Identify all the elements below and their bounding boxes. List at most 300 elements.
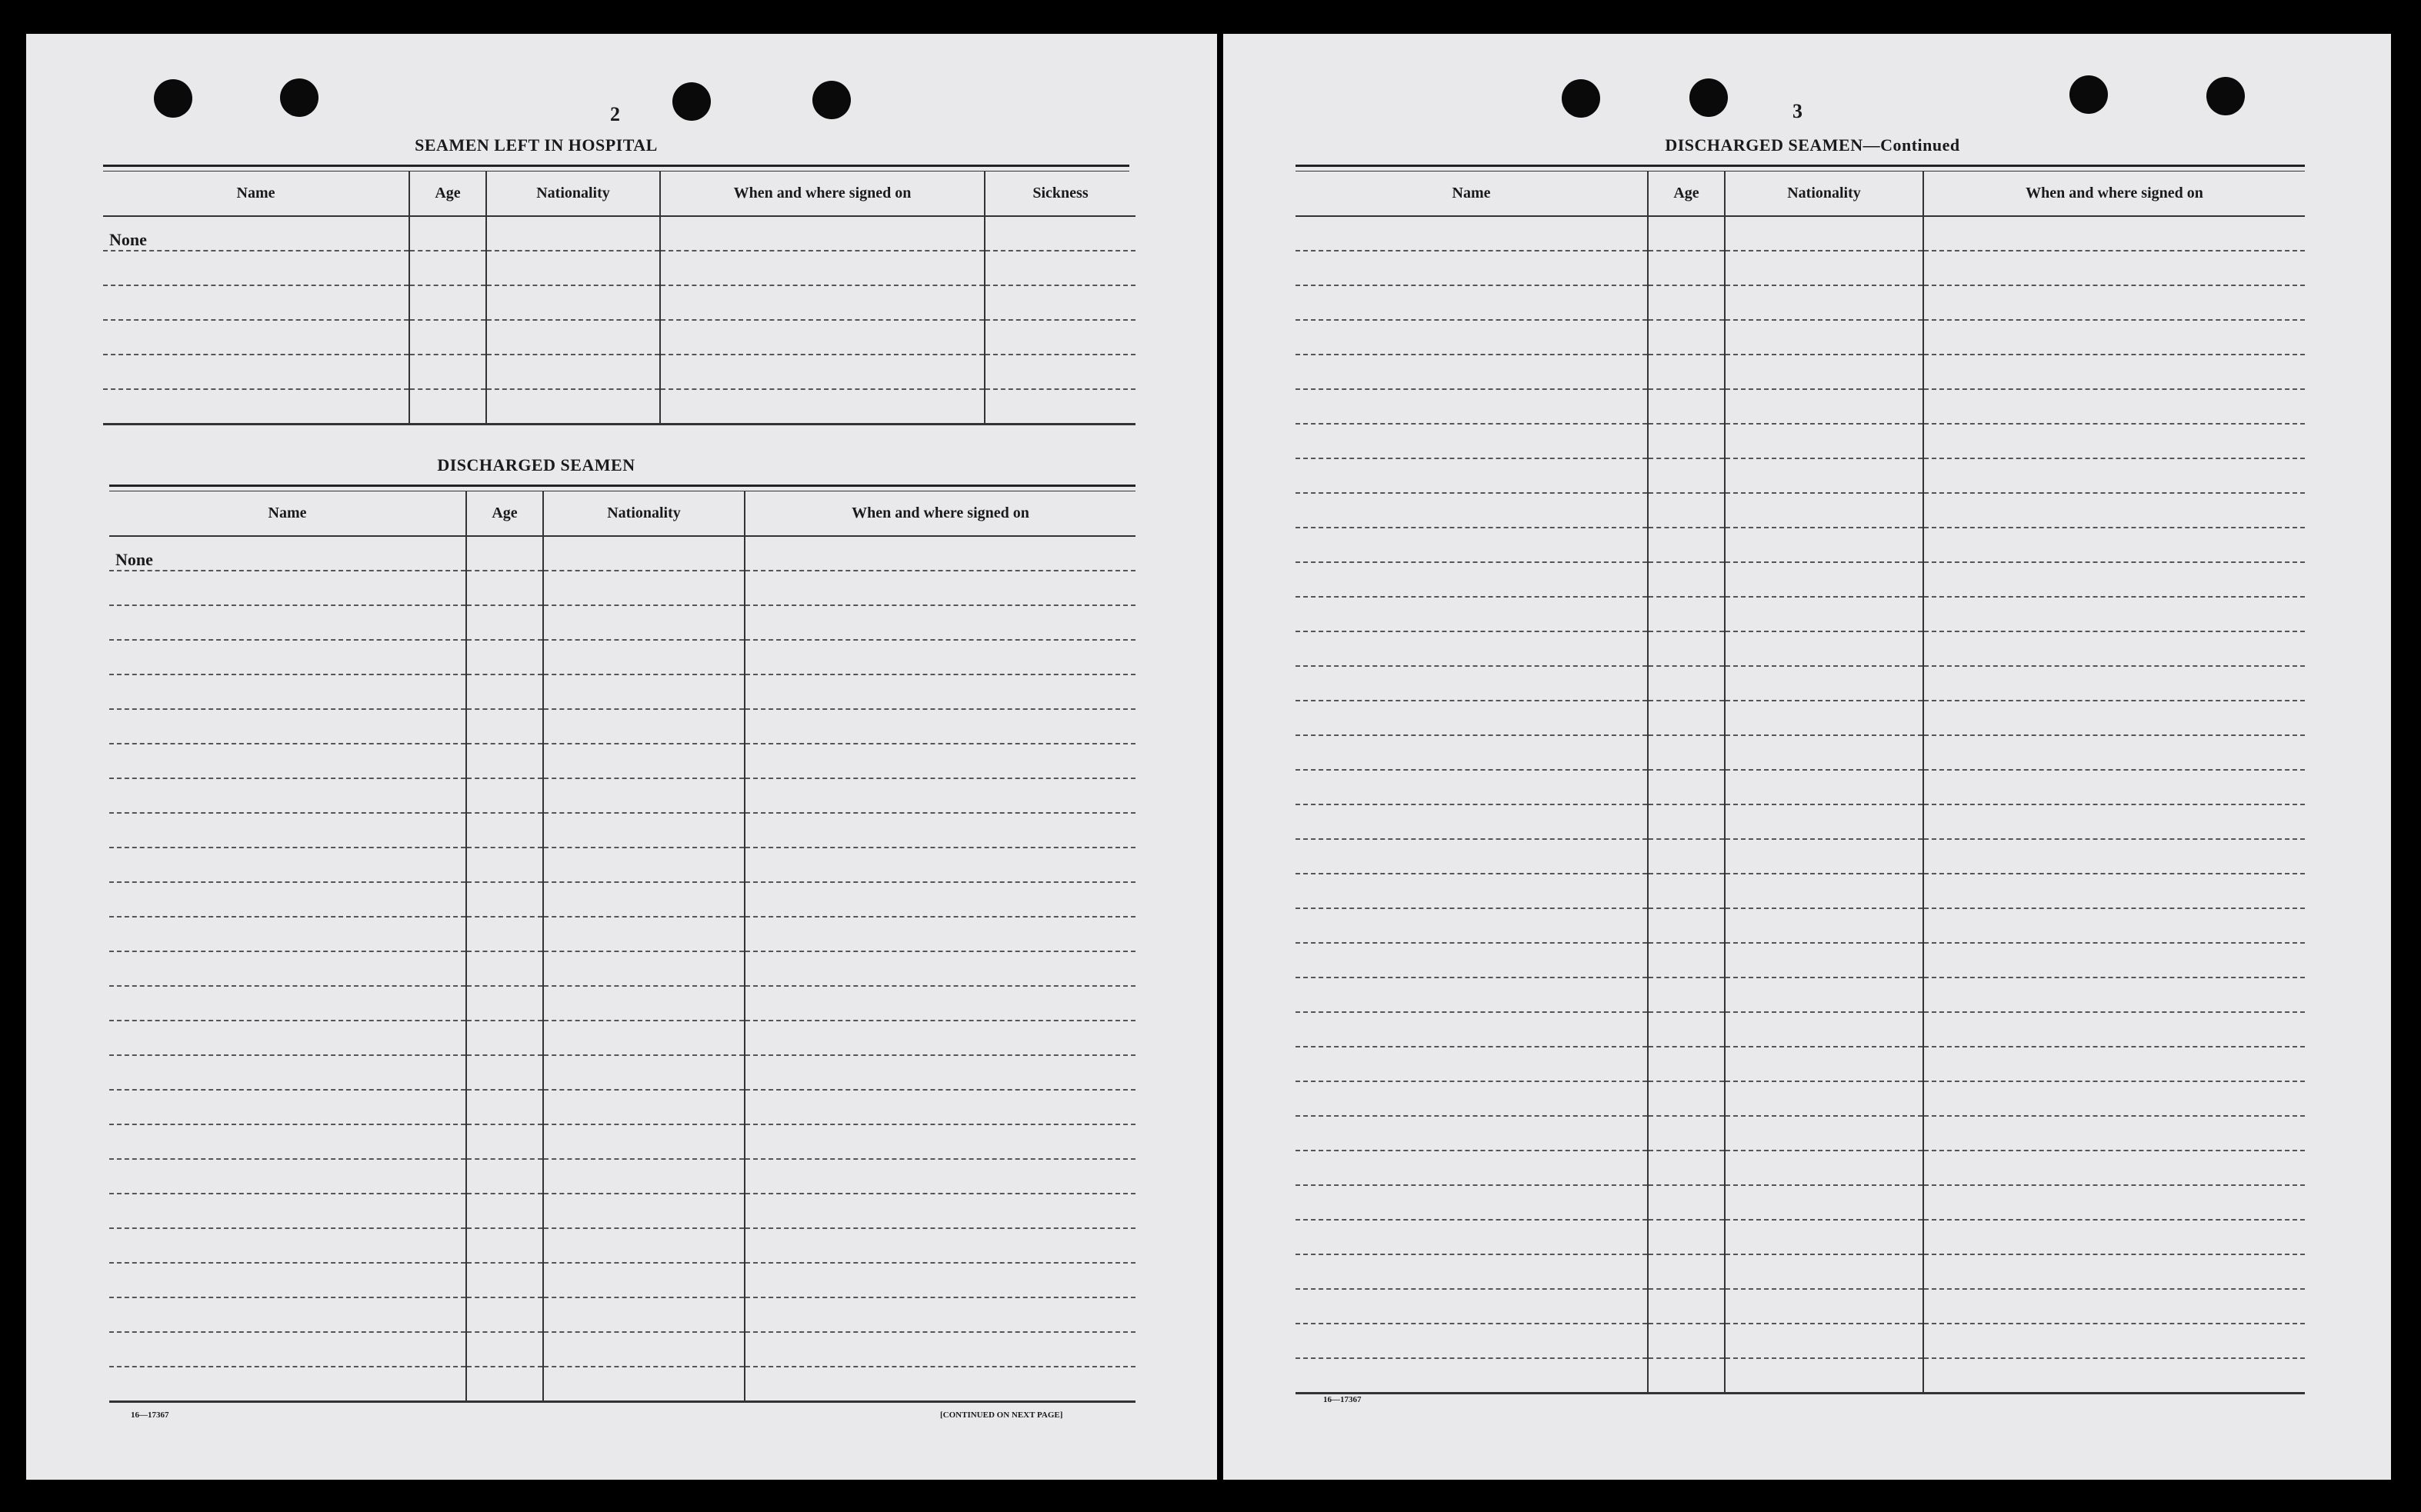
table-cell[interactable] xyxy=(1296,770,1648,804)
table-cell[interactable] xyxy=(543,605,745,640)
table-cell[interactable] xyxy=(1923,908,2305,943)
table-row xyxy=(1296,597,2305,631)
table-cell[interactable] xyxy=(1648,1220,1725,1254)
table-cell[interactable] xyxy=(1725,943,1923,977)
table-cell[interactable] xyxy=(1923,1151,2305,1185)
table-cell[interactable] xyxy=(1725,701,1923,735)
table-cell[interactable] xyxy=(109,1367,466,1402)
table-cell[interactable] xyxy=(745,640,1135,674)
table-cell[interactable] xyxy=(1725,424,1923,458)
table-cell[interactable] xyxy=(109,1297,466,1332)
table-cell[interactable] xyxy=(1923,666,2305,701)
table-cell[interactable] xyxy=(1923,1324,2305,1358)
table-row xyxy=(1296,1185,2305,1220)
table-cell[interactable] xyxy=(109,709,466,744)
table-cell[interactable] xyxy=(1648,977,1725,1012)
table-cell[interactable] xyxy=(486,251,660,285)
table-cell[interactable] xyxy=(745,536,1135,571)
table-cell[interactable] xyxy=(109,674,466,709)
table-cell[interactable] xyxy=(1725,770,1923,804)
table-row xyxy=(1296,285,2305,320)
table-row xyxy=(109,986,1135,1021)
table-cell[interactable] xyxy=(745,1159,1135,1194)
table-cell[interactable] xyxy=(1648,770,1725,804)
punch-hole xyxy=(1562,79,1600,118)
table-cell[interactable] xyxy=(1648,874,1725,908)
table-cell[interactable] xyxy=(1725,908,1923,943)
table-cell[interactable] xyxy=(1923,1254,2305,1289)
table-cell[interactable] xyxy=(466,1228,543,1263)
table-cell[interactable] xyxy=(466,1367,543,1402)
table-cell[interactable] xyxy=(1725,631,1923,666)
table-cell[interactable] xyxy=(466,605,543,640)
table-cell[interactable] xyxy=(1725,1324,1923,1358)
table-cell[interactable] xyxy=(1296,251,1648,285)
table-cell[interactable] xyxy=(1648,251,1725,285)
table-cell[interactable] xyxy=(1296,1358,1648,1394)
table-cell[interactable] xyxy=(409,355,486,389)
table-cell[interactable] xyxy=(1296,1185,1648,1220)
column-header-nationality: Nationality xyxy=(486,171,660,216)
table-cell[interactable] xyxy=(1648,1324,1725,1358)
table-cell[interactable] xyxy=(409,320,486,355)
table-cell[interactable] xyxy=(466,1159,543,1194)
table-cell[interactable] xyxy=(1725,1289,1923,1324)
table-top-rule xyxy=(103,165,1129,167)
table-cell[interactable] xyxy=(1648,597,1725,631)
table-cell[interactable] xyxy=(1296,389,1648,424)
table-cell[interactable] xyxy=(1648,355,1725,389)
table-cell[interactable] xyxy=(1296,701,1648,735)
table-cell[interactable] xyxy=(466,1021,543,1055)
table-cell[interactable] xyxy=(1725,1047,1923,1081)
table-row xyxy=(109,744,1135,778)
table-cell[interactable] xyxy=(1648,1116,1725,1151)
table-cell[interactable] xyxy=(1296,977,1648,1012)
table-row xyxy=(109,536,1135,571)
table-row xyxy=(103,320,1135,355)
table-cell[interactable] xyxy=(543,1194,745,1228)
table-cell[interactable] xyxy=(1296,1081,1648,1116)
table-cell[interactable] xyxy=(660,320,985,355)
table-cell[interactable] xyxy=(1296,666,1648,701)
table-cell[interactable] xyxy=(466,571,543,605)
table-cell[interactable] xyxy=(745,1297,1135,1332)
table-cell[interactable] xyxy=(109,813,466,848)
table-cell[interactable] xyxy=(1296,320,1648,355)
table-cell[interactable] xyxy=(660,285,985,320)
table-cell[interactable] xyxy=(1296,1116,1648,1151)
table-cell[interactable] xyxy=(1296,562,1648,597)
table-row xyxy=(109,1021,1135,1055)
table-cell[interactable] xyxy=(1296,908,1648,943)
column-header-name: Name xyxy=(109,491,466,536)
table-cell[interactable] xyxy=(1296,528,1648,562)
table-cell[interactable] xyxy=(409,285,486,320)
table-cell[interactable] xyxy=(109,1263,466,1297)
table-cell[interactable] xyxy=(1296,493,1648,528)
table-cell[interactable] xyxy=(466,536,543,571)
table-cell[interactable] xyxy=(1923,493,2305,528)
table-cell[interactable] xyxy=(543,917,745,951)
table-cell[interactable] xyxy=(1923,1220,2305,1254)
table-cell[interactable] xyxy=(103,355,409,389)
table-cell[interactable] xyxy=(1923,943,2305,977)
table-cell[interactable] xyxy=(1923,458,2305,493)
table-cell[interactable] xyxy=(543,1055,745,1090)
table-cell[interactable] xyxy=(109,1090,466,1124)
table-cell[interactable] xyxy=(466,744,543,778)
table-cell[interactable] xyxy=(109,1159,466,1194)
table-cell[interactable] xyxy=(466,986,543,1021)
table-row xyxy=(109,1228,1135,1263)
table-cell[interactable] xyxy=(660,389,985,425)
table-cell[interactable] xyxy=(1725,528,1923,562)
table-cell[interactable] xyxy=(1725,1185,1923,1220)
column-header-name: Name xyxy=(1296,171,1648,216)
table-row xyxy=(1296,735,2305,770)
table-cell[interactable] xyxy=(1296,216,1648,251)
table-cell[interactable] xyxy=(745,1021,1135,1055)
table-cell[interactable] xyxy=(1725,389,1923,424)
table-cell[interactable] xyxy=(466,1194,543,1228)
table-cell[interactable] xyxy=(1296,458,1648,493)
table-cell[interactable] xyxy=(745,1194,1135,1228)
table-cell[interactable] xyxy=(745,1367,1135,1402)
table-cell[interactable] xyxy=(1923,320,2305,355)
table-cell[interactable] xyxy=(543,571,745,605)
table-cell[interactable]: None xyxy=(103,216,409,251)
table-cell[interactable] xyxy=(1923,597,2305,631)
column-header-name: Name xyxy=(103,171,409,216)
table-cell[interactable] xyxy=(1923,1289,2305,1324)
table-cell[interactable] xyxy=(486,389,660,425)
table-cell[interactable] xyxy=(466,709,543,744)
table-cell[interactable] xyxy=(1648,908,1725,943)
table-cell[interactable] xyxy=(109,986,466,1021)
table-cell[interactable] xyxy=(1725,1012,1923,1047)
table-cell[interactable] xyxy=(1725,839,1923,874)
table-cell[interactable] xyxy=(660,251,985,285)
table-cell[interactable] xyxy=(543,1021,745,1055)
table-cell[interactable] xyxy=(1296,1220,1648,1254)
table-cell[interactable] xyxy=(543,1228,745,1263)
table-cell[interactable] xyxy=(466,640,543,674)
table-cell[interactable] xyxy=(1296,424,1648,458)
table-cell[interactable] xyxy=(1296,839,1648,874)
table-cell[interactable] xyxy=(745,1124,1135,1159)
table-cell[interactable] xyxy=(543,674,745,709)
table-cell[interactable] xyxy=(745,848,1135,882)
table-cell[interactable] xyxy=(1648,943,1725,977)
table-cell[interactable]: None xyxy=(109,536,466,571)
table-cell[interactable] xyxy=(660,355,985,389)
form-code: 16—17367 xyxy=(131,1410,169,1420)
table-cell[interactable] xyxy=(109,744,466,778)
table-cell[interactable] xyxy=(109,1124,466,1159)
table-cell[interactable] xyxy=(745,1090,1135,1124)
table-cell[interactable] xyxy=(466,1090,543,1124)
discharged-table xyxy=(109,491,1135,1403)
table-cell[interactable] xyxy=(1923,1358,2305,1394)
table-cell[interactable] xyxy=(1923,216,2305,251)
table-cell[interactable] xyxy=(1725,1220,1923,1254)
table-cell[interactable] xyxy=(1648,666,1725,701)
table-cell[interactable] xyxy=(109,951,466,986)
table-cell[interactable] xyxy=(1923,251,2305,285)
table-cell[interactable] xyxy=(109,640,466,674)
table-cell[interactable] xyxy=(1725,285,1923,320)
table-cell[interactable] xyxy=(985,320,1135,355)
table-cell[interactable] xyxy=(1648,320,1725,355)
table-cell[interactable] xyxy=(1923,1081,2305,1116)
table-cell[interactable] xyxy=(103,320,409,355)
table-cell[interactable] xyxy=(1296,1047,1648,1081)
table-cell[interactable] xyxy=(1648,389,1725,424)
table-cell[interactable] xyxy=(1725,493,1923,528)
table-cell[interactable] xyxy=(745,882,1135,917)
table-row xyxy=(1296,1012,2305,1047)
table-cell[interactable] xyxy=(985,251,1135,285)
table-cell[interactable] xyxy=(409,389,486,425)
table-cell[interactable] xyxy=(486,216,660,251)
table-cell[interactable] xyxy=(745,917,1135,951)
table-cell[interactable] xyxy=(543,882,745,917)
table-cell[interactable] xyxy=(1648,1254,1725,1289)
table-cell[interactable] xyxy=(1296,631,1648,666)
table-cell[interactable] xyxy=(745,778,1135,813)
table-cell[interactable] xyxy=(1648,804,1725,839)
table-cell[interactable] xyxy=(1648,458,1725,493)
table-cell[interactable] xyxy=(543,778,745,813)
table-cell[interactable] xyxy=(1725,251,1923,285)
table-cell[interactable] xyxy=(109,1194,466,1228)
table-cell[interactable] xyxy=(1296,735,1648,770)
table-cell[interactable] xyxy=(109,605,466,640)
table-cell[interactable] xyxy=(1923,1012,2305,1047)
table-cell[interactable] xyxy=(1648,701,1725,735)
table-cell[interactable] xyxy=(466,848,543,882)
table-cell[interactable] xyxy=(745,744,1135,778)
table-cell[interactable] xyxy=(486,355,660,389)
table-cell[interactable] xyxy=(1725,355,1923,389)
table-row xyxy=(1296,424,2305,458)
table-cell[interactable] xyxy=(543,986,745,1021)
table-cell[interactable] xyxy=(109,1228,466,1263)
table-cell[interactable] xyxy=(1923,424,2305,458)
table-cell[interactable] xyxy=(103,251,409,285)
table-cell[interactable] xyxy=(745,986,1135,1021)
table-cell[interactable] xyxy=(543,1297,745,1332)
table-cell[interactable] xyxy=(543,1124,745,1159)
table-cell[interactable] xyxy=(466,813,543,848)
table-cell[interactable] xyxy=(466,1263,543,1297)
table-cell[interactable] xyxy=(1648,285,1725,320)
discharged-section-title: DISCHARGED SEAMEN xyxy=(437,455,635,475)
right-page xyxy=(1223,34,2391,1480)
column-header-when-and-where-signed-on: When and where signed on xyxy=(745,491,1135,536)
table-cell[interactable] xyxy=(1296,355,1648,389)
table-cell[interactable] xyxy=(745,1228,1135,1263)
table-cell[interactable] xyxy=(745,951,1135,986)
table-cell[interactable] xyxy=(1725,1358,1923,1394)
table-cell[interactable] xyxy=(660,216,985,251)
table-cell[interactable] xyxy=(1923,389,2305,424)
table-cell[interactable] xyxy=(543,1332,745,1367)
table-cell[interactable] xyxy=(1725,320,1923,355)
table-cell[interactable] xyxy=(543,1159,745,1194)
table-cell[interactable] xyxy=(1725,977,1923,1012)
table-cell[interactable] xyxy=(1923,977,2305,1012)
table-cell[interactable] xyxy=(466,1297,543,1332)
table-cell[interactable] xyxy=(486,320,660,355)
table-cell[interactable] xyxy=(1923,355,2305,389)
table-cell[interactable] xyxy=(1725,804,1923,839)
table-cell[interactable] xyxy=(745,571,1135,605)
table-cell[interactable] xyxy=(109,1055,466,1090)
table-cell[interactable] xyxy=(1296,597,1648,631)
table-cell[interactable] xyxy=(1648,1012,1725,1047)
table-cell[interactable] xyxy=(1923,1185,2305,1220)
table-cell[interactable] xyxy=(543,744,745,778)
table-cell[interactable] xyxy=(486,285,660,320)
table-cell[interactable] xyxy=(1296,285,1648,320)
table-cell[interactable] xyxy=(1725,666,1923,701)
table-cell[interactable] xyxy=(543,1090,745,1124)
table-cell[interactable] xyxy=(1725,735,1923,770)
table-cell[interactable] xyxy=(109,571,466,605)
table-cell[interactable] xyxy=(109,917,466,951)
table-cell[interactable] xyxy=(543,640,745,674)
table-cell[interactable] xyxy=(409,216,486,251)
table-cell[interactable] xyxy=(1648,735,1725,770)
table-cell[interactable] xyxy=(466,1055,543,1090)
table-cell[interactable] xyxy=(1923,528,2305,562)
table-cell[interactable] xyxy=(745,605,1135,640)
table-cell[interactable] xyxy=(466,1124,543,1159)
table-cell[interactable] xyxy=(745,674,1135,709)
table-cell[interactable] xyxy=(109,1332,466,1367)
table-row xyxy=(103,216,1135,251)
table-cell[interactable] xyxy=(1923,804,2305,839)
table-cell[interactable] xyxy=(103,389,409,425)
table-cell[interactable] xyxy=(745,709,1135,744)
table-cell[interactable] xyxy=(1725,1081,1923,1116)
table-cell[interactable] xyxy=(1923,839,2305,874)
table-cell[interactable] xyxy=(1296,874,1648,908)
table-cell[interactable] xyxy=(1648,493,1725,528)
table-cell[interactable] xyxy=(543,709,745,744)
table-cell[interactable] xyxy=(1296,1289,1648,1324)
table-cell[interactable] xyxy=(1923,285,2305,320)
table-cell[interactable] xyxy=(1296,1012,1648,1047)
table-row xyxy=(1296,631,2305,666)
table-cell[interactable] xyxy=(1923,631,2305,666)
table-cell[interactable] xyxy=(1296,1254,1648,1289)
table-cell[interactable] xyxy=(1923,735,2305,770)
table-cell[interactable] xyxy=(1725,1151,1923,1185)
table-cell[interactable] xyxy=(985,355,1135,389)
table-cell[interactable] xyxy=(109,1021,466,1055)
table-cell[interactable] xyxy=(1648,216,1725,251)
table-cell[interactable] xyxy=(1296,1151,1648,1185)
table-cell[interactable] xyxy=(1648,631,1725,666)
table-cell[interactable] xyxy=(1648,424,1725,458)
table-cell[interactable] xyxy=(1725,216,1923,251)
table-cell[interactable] xyxy=(1296,943,1648,977)
table-cell[interactable] xyxy=(1923,1047,2305,1081)
table-row xyxy=(109,1194,1135,1228)
table-cell[interactable] xyxy=(1648,1185,1725,1220)
table-cell[interactable] xyxy=(1923,1116,2305,1151)
table-cell[interactable] xyxy=(985,285,1135,320)
table-cell[interactable] xyxy=(109,848,466,882)
table-cell[interactable] xyxy=(985,389,1135,425)
table-cell[interactable] xyxy=(466,778,543,813)
table-cell[interactable] xyxy=(109,778,466,813)
table-cell[interactable] xyxy=(1648,1151,1725,1185)
table-cell[interactable] xyxy=(1648,839,1725,874)
table-cell[interactable] xyxy=(1648,1081,1725,1116)
table-cell[interactable] xyxy=(103,285,409,320)
table-row xyxy=(1296,1081,2305,1116)
table-cell[interactable] xyxy=(543,536,745,571)
table-cell[interactable] xyxy=(1725,1116,1923,1151)
table-cell[interactable] xyxy=(1648,1047,1725,1081)
table-cell[interactable] xyxy=(543,1367,745,1402)
table-cell[interactable] xyxy=(1725,562,1923,597)
title-main: DISCHARGED SEAMEN xyxy=(1665,135,1863,155)
table-cell[interactable] xyxy=(466,1332,543,1367)
table-cell[interactable] xyxy=(1923,562,2305,597)
table-cell[interactable] xyxy=(1296,804,1648,839)
table-cell[interactable] xyxy=(109,882,466,917)
table-cell[interactable] xyxy=(1923,874,2305,908)
table-cell[interactable] xyxy=(1648,528,1725,562)
table-cell[interactable] xyxy=(1648,562,1725,597)
table-cell[interactable] xyxy=(543,848,745,882)
table-cell[interactable] xyxy=(1725,458,1923,493)
table-cell[interactable] xyxy=(466,674,543,709)
table-cell[interactable] xyxy=(543,813,745,848)
table-cell[interactable] xyxy=(1725,1254,1923,1289)
table-row xyxy=(103,285,1135,320)
table-cell[interactable] xyxy=(466,951,543,986)
table-cell[interactable] xyxy=(409,251,486,285)
table-cell[interactable] xyxy=(985,216,1135,251)
table-cell[interactable] xyxy=(1648,1289,1725,1324)
table-row xyxy=(109,848,1135,882)
table-cell[interactable] xyxy=(1296,1324,1648,1358)
table-cell[interactable] xyxy=(1923,701,2305,735)
table-cell[interactable] xyxy=(543,951,745,986)
table-cell[interactable] xyxy=(745,813,1135,848)
table-cell[interactable] xyxy=(466,917,543,951)
column-header-when-and-where-signed-on: When and where signed on xyxy=(1923,171,2305,216)
table-cell[interactable] xyxy=(543,1263,745,1297)
table-cell[interactable] xyxy=(745,1055,1135,1090)
table-row xyxy=(109,917,1135,951)
table-cell[interactable] xyxy=(1648,1358,1725,1394)
table-cell[interactable] xyxy=(1923,770,2305,804)
table-cell[interactable] xyxy=(1725,874,1923,908)
table-cell[interactable] xyxy=(1725,597,1923,631)
column-header-age: Age xyxy=(409,171,486,216)
table-cell[interactable] xyxy=(745,1263,1135,1297)
table-cell[interactable] xyxy=(745,1332,1135,1367)
table-row xyxy=(1296,874,2305,908)
table-cell[interactable] xyxy=(466,882,543,917)
